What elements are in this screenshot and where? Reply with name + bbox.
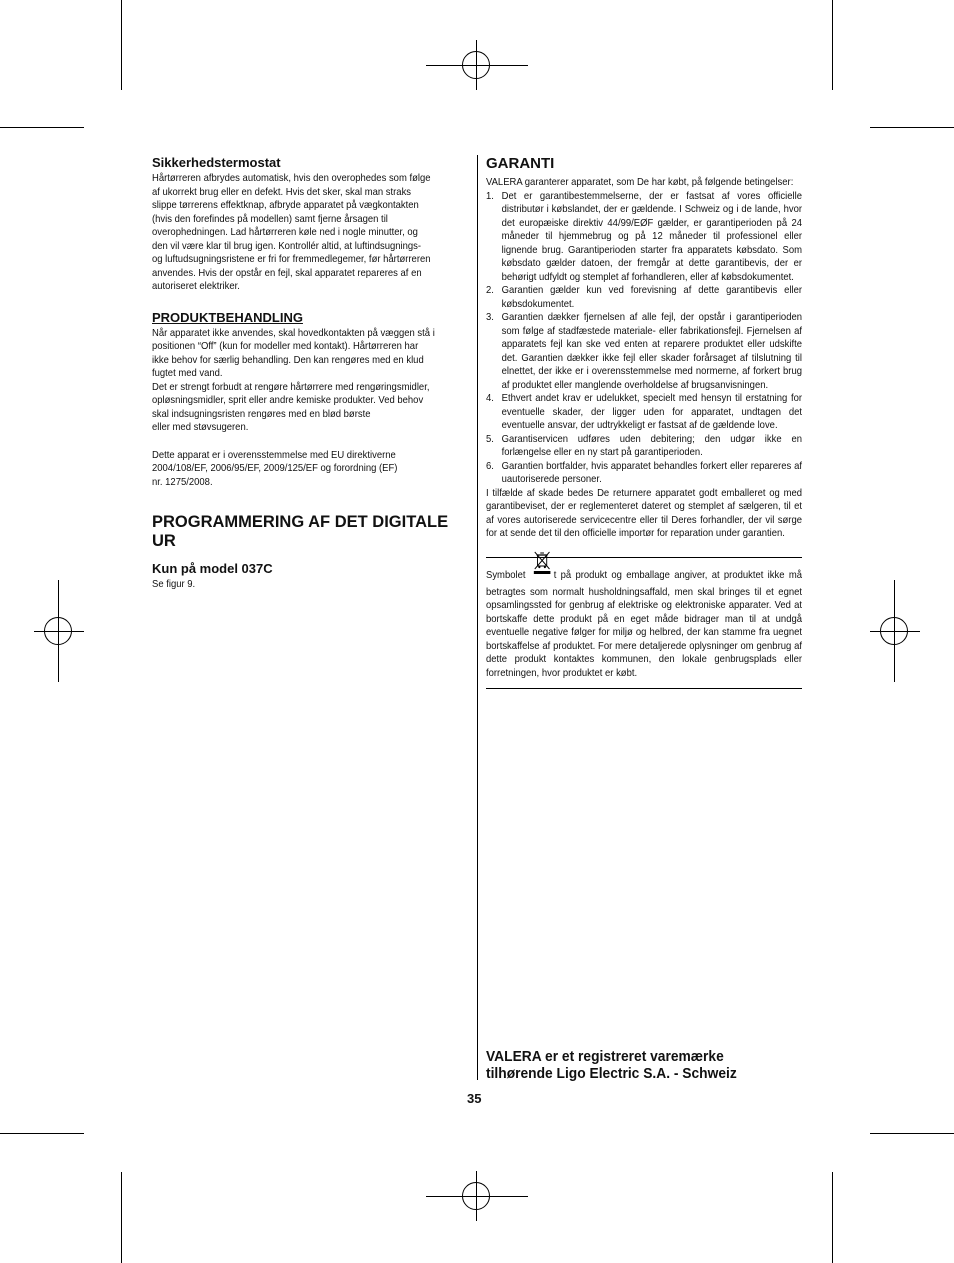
crop-mark xyxy=(870,1133,954,1134)
sikkerhed-text xyxy=(152,172,467,294)
list-text: Ethvert andet krav er udelukket, specielt med hensyn til erstatning for eventuelle skader, der ligger uden for apparatet, undtagen det eventuelle ansvar, der udtrykkeligt er fastsat af de gældende love. xyxy=(501,393,803,431)
garanti-intro: VALERA garanterer apparatet, som De har købt, på følgende betingelser: xyxy=(486,177,794,188)
registration-mark-circle xyxy=(462,51,490,79)
text-line: anvendes. Hvis der opstår en fejl, skal apparatet repareres af en xyxy=(152,267,422,279)
crop-mark xyxy=(0,1133,84,1134)
garanti-list xyxy=(486,190,802,487)
divider-line xyxy=(486,688,802,689)
list-number: 5. xyxy=(486,433,494,445)
list-number: 6. xyxy=(486,460,494,472)
column-divider xyxy=(477,155,478,1080)
list-item xyxy=(486,190,802,285)
list-item xyxy=(486,460,802,487)
crop-mark xyxy=(832,0,833,90)
left-column xyxy=(152,155,467,592)
list-item xyxy=(486,433,802,460)
page-number: 35 xyxy=(467,1091,482,1106)
text-line: Hårtørreren afbrydes automatisk, hvis den overophedes som følge xyxy=(152,173,431,184)
list-text: Det er garantibestemmelserne, der er fastsat af vores officielle distributør i købslandet, der er gældende. I Schweiz og i de lande, hvor det europæiske direktiv 44/99/EØF gælder, er garantiperioden på 24 måneder til hjemmebrug og på 12 måneder til professionel eller lignende brug. Garantiperioden starter fra apparatets købsdato. Som købsdato gælder datoen, der fremgår at dette garantibevis, der er behørigt udfyldt og stemplet af forhandleren, eller af købsdokumentet. xyxy=(501,190,803,283)
list-text: Garantien gælder kun ved forevisning af dette garantibevis eller købsdokumentet. xyxy=(501,285,803,310)
text-line: fugtet med vand. xyxy=(152,368,223,379)
list-item xyxy=(486,392,802,433)
list-text: Garantien bortfalder, hvis apparatet behandles forkert eller repareres af uautoriserede personer. xyxy=(501,460,803,485)
crossed-out-wheelie-bin-icon xyxy=(532,564,552,586)
list-text: Garantien dækker fjernelsen af alle fejl, der opstår i garantiperioden som følge af stadfæstede materiale- eller fabrikationsfejl. Fjernelsen af apparatets fejl kan ske ved enten at reparere produktet eller udskifte det. Garantien dækker ikke fejl eller skader forårsaget af tilslutning til elnettet, der ikke er i overensstemmelse med normerne, af forkert brug af produktet eller manglende overholdelse af brugsanvisningen. xyxy=(501,312,803,391)
crop-mark xyxy=(121,0,122,90)
list-text: Garantiservicen udføres uden debitering; den udgør ikke en forlængelse eller en ny start på garantiperioden. xyxy=(501,433,803,458)
registration-mark-circle xyxy=(880,617,908,645)
text-line: opløsningsmidler, sprit eller andre kemiske produkter. Ved behov xyxy=(152,395,424,406)
garanti-outro: I tilfælde af skade bedes De returnere apparatet godt emballeret og med garantibeviset, der er reglementeret dateret og stemplet af sælgeren, til et af vores autoriserede servicecentre eller til Deres forhandler, der vil sørge for at sende det til den officielle importør for reparation under garantien. xyxy=(486,487,803,539)
registration-mark-circle xyxy=(462,1182,490,1210)
registration-mark-circle xyxy=(44,617,72,645)
trademark-notice: VALERA er et registreret varemærke tilhørende Ligo Electric S.A. - Schweiz xyxy=(486,1048,737,1082)
list-number: 2. xyxy=(486,285,494,296)
text-line: autoriseret elektriker. xyxy=(152,281,240,292)
text-line: 2004/108/EF, 2006/95/EF, 2009/125/EF og forordning (EF) xyxy=(152,463,398,474)
crop-mark xyxy=(121,1172,122,1263)
weee-prefix: Symbolet xyxy=(486,569,526,581)
list-number: 3. xyxy=(486,312,494,323)
text-line: slippe tørrerens effektknap, afbryde apparatet på vægkontakten xyxy=(152,200,419,211)
crop-mark xyxy=(832,1172,833,1263)
text-line: og luftudsugningsristene er fri for fremmedlegemer, før hårtørreren xyxy=(152,254,431,265)
text-line: Dette apparat er i overensstemmelse med EU direktiverne xyxy=(152,449,396,461)
list-item xyxy=(486,311,802,392)
model-subtitle: Kun på model 037C xyxy=(152,561,273,576)
eu-compliance-text xyxy=(152,449,467,490)
text-line: Det er strengt forbudt at rengøre hårtørrere med rengøringsmidler, xyxy=(152,381,430,393)
section-title-produktbehandling: PRODUKTBEHANDLING xyxy=(152,309,303,325)
list-number: 4. xyxy=(486,393,494,404)
crop-mark xyxy=(0,127,84,128)
text-line: skal indsugningsristen rengøres med en blød børste xyxy=(152,408,371,420)
text-line: Når apparatet ikke anvendes, skal hovedkontakten på væggen stå i xyxy=(152,327,435,339)
text-line: den vil være klar til brug igen. Kontrollér altid, at luftindsugnings- xyxy=(152,240,422,252)
text-line: af ukorrekt brug eller en defekt. Hvis det sker, skal man straks xyxy=(152,186,412,198)
produkt-text xyxy=(152,327,467,435)
crop-mark xyxy=(870,127,954,128)
text-line: positionen “Off” (kun for modeller med kontakt). Hårtørreren har xyxy=(152,341,419,352)
figure-reference: Se figur 9. xyxy=(152,579,196,590)
list-number: 1. xyxy=(486,190,494,202)
text-line: nr. 1275/2008. xyxy=(152,476,213,488)
list-item xyxy=(486,284,802,311)
text-line: overophedningen. Lad hårtørreren køle ned i nogle minutter, og xyxy=(152,227,418,238)
right-column xyxy=(486,155,802,689)
section-title-garanti: GARANTI xyxy=(486,155,555,172)
text-line: ikke behov for særlig behandling. Den kan rengøres med en klud xyxy=(152,354,424,366)
section-title-programmering: PROGRAMMERING AF DET DIGITALE UR xyxy=(152,513,449,550)
text-line: eller med støvsugeren. xyxy=(152,422,249,433)
weee-body: t på produkt og emballage angiver, at produktet ikke må betragtes som normalt husholdningsaffald, men skal bringes til et egnet opsamlingssted for genbrug af elektriske og elektroniske apparater. Ved at bortskaffe dette produkt på en eget måde bidrager man til at undgå eventuelle negative følger for miljø og helbred, der kan stamme fra uegnet bortskaffelse af produktet. For mere detaljerede oplysninger om genbrug af dette produkt kontaktes kommunen, den lokale genbrugsplads eller forretningen, hvor produktet er købt. xyxy=(486,569,803,679)
weee-text xyxy=(486,564,802,681)
text-line: (hvis den forefindes på modellen) samt fjerne årsagen til xyxy=(152,213,388,225)
section-title-sikkerhed: Sikkerhedstermostat xyxy=(152,155,281,170)
